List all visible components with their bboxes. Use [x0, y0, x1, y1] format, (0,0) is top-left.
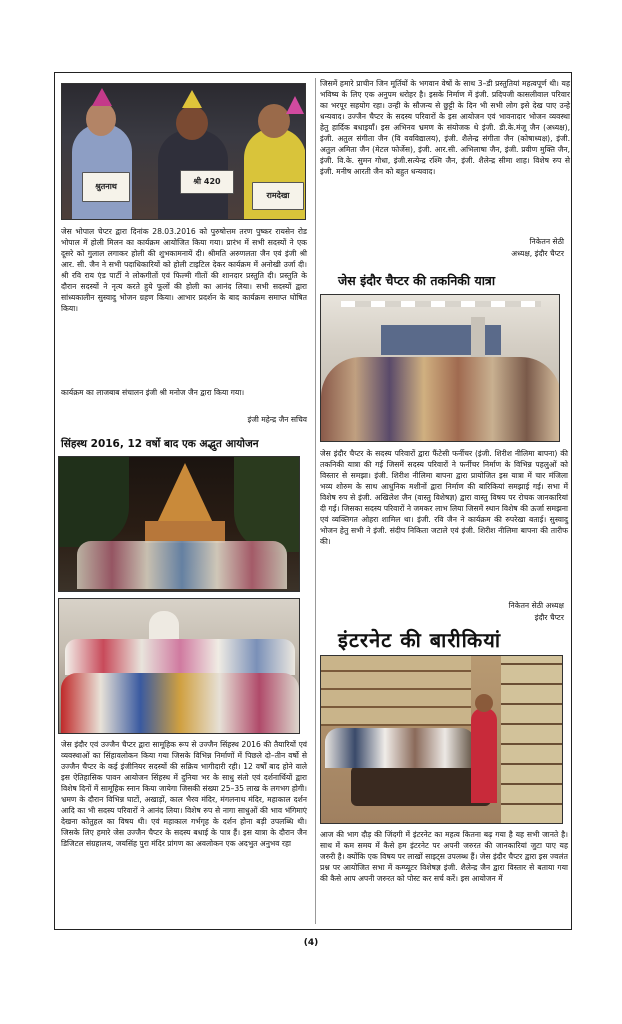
technical-signature-name: निकेतन सेठी अध्यक्ष — [508, 601, 564, 610]
continued-article-text: जिसमें हमारे प्राचीन जिन मूर्तियों के भगवान वेषों के साथ 3–डी प्रस्तुतियां महत्वपूर्ण थी। यह भविष्य के लिए एक अनुपम धरोहर है। इसके निर्माण में इंजी. प्रदिपजी कासलीवाल परिवार का भरपूर सहयोग रहा। उन्ही के सौजन्य से छुट्टी के दिन भी सभी लोग इसे देख पाए उन्हे धन्यवाद। उज्जैन चैप्टर के सदस्य परिवारों के इस आयोजन एवं भावनादार भोजन व्यवस्था हेतु हार्दिक बधाइयाँ। इस अभिनव भ्रमण के संयोजक थे इंजी. डी.के.मंजू जैन (अध्यक्ष), इंजी. अतुल संगीता जैन (वि ववविद्यालय), इंजी. शैलेन्द्र संगीता जैन (कोषाध्यक्ष), इंजी. अतुल अमिता जैन (मेटल फोर्जेस), इंजी. आर.सी. अभिलाषा जैन, इंजी. प्रवीण मुक्ति जैन, इंजी. वि.के. सुमन गोधा, इंजी.सत्येन्द्र रश्मि जैन, इंजी. शैलेन्द्र सीमा शाह। विशेष रुप से इंजी. मनीष आरती जैन को बहुत धन्यवाद। — [320, 79, 570, 176]
temple-shikhara — [157, 463, 213, 523]
bookshelf-right — [501, 656, 563, 824]
party-hat-left — [92, 88, 112, 106]
holi-photo — [61, 83, 306, 220]
technical-signature-title: इंदौर चैप्टर — [534, 613, 564, 622]
speaker — [471, 708, 497, 803]
column-divider — [315, 78, 316, 924]
ceiling-lights — [341, 301, 541, 307]
person-middle-head — [176, 106, 208, 140]
continued-signature-name: निकेतन सेठी — [529, 237, 564, 246]
tree-right — [234, 457, 300, 552]
party-hat-middle — [182, 90, 202, 108]
holi-plate-1: श्रुतनाथ — [82, 172, 130, 202]
meeting-table — [351, 766, 491, 806]
internet-library-photo — [320, 655, 563, 824]
speaker-head — [475, 694, 493, 712]
temple-base — [145, 521, 225, 543]
internet-article-text: आज की भाग दौड़ की जिंदगी में इंटरनेट का महत्व कितना बढ़ गया है यह सभी जानते है। साथ में कम समय में कैसे हम इंटरनेट पर अपनी जरुरत की जानकारियां जुटा पाए यह जरुरी है। क्योंकि एक विषय पर लाखों साइट्स उपलब्ध हैं। जेस इंदौर चैप्टर द्वारा इस ज्वलंत प्रश्न पर आयोजित सभा में कम्प्यूटर विशेषज्ञ इंजी. शैलेन्द्र जैन द्वारा विस्तार से बताया गया की कैसे आप अपनी जरुरत को पोस्ट कर सर्च करें। इस आयोजन में — [320, 830, 568, 883]
technical-article-text: जेस इंदौर चैप्टर के सदस्य परिवारों द्वारा फैंटेसी फर्नीचर (इंजी. शिरीश नीलिमा बापना) की तकनिकी यात्रा की गई जिसमें सदस्य परिवारों ने फर्नीचर निर्माण के विभिन्न पहलुओं को विस्तार से समझा। इंजी. शिरीश नीलिमा बापना द्वारा प्रायोजित इस यात्रा में चार मंजिला भव्य शोरुम के साथ आधुनिक मशीनों द्वारा निर्माण की बारिकियां समझाई गई। सभा में विशेष रुप से इंजी. अखिलेश जैन (वास्तु विशेषज्ञ) द्वारा वास्तु विषय पर रोचक जानकारियां दी गई। जिसका सदस्य परिवारों ने जमकर लाभ लिया जिसमें स्थान विशेष की ऊर्जा समझना एवं व्यक्तिगत ओहरा शामिल था। इंजी. रवि जैन ने कार्यक्रम की रुपरेखा बताई। सुस्वादु भोजन हेतु सभी ने इंजी. संदीप निकिता जटाले एवं इंजी. शिरीश नीलिमा बापना की तारीफ की। — [320, 449, 568, 546]
person-left-head — [86, 102, 116, 136]
group-crowd — [77, 541, 287, 589]
internet-heading: इंटरनेट की बारीकियां — [338, 628, 502, 652]
holi-plate-3: रामदेखा — [252, 182, 304, 210]
holi-article-text: जेस भोपाल चेप्टर द्वारा दिनांक 28.03.2016 को पुरुषोत्तम तरण पुष्कर रायसेन रोड भोपाल में होली मिलन का कार्यक्रम आयोजित किया गया। प्रारंभ में सभी सदस्यों ने एक दूसरे को गुलाल लगाकर होली की शुभकामनायें दी। श्रीमति अरुणलता जैन एवं इंजी श्री आर. सी. जैन ने सभी पदाधिकारियों को होली टाइटिल देकर कार्यक्रम में अनोखी उर्जा दी। श्री रवि राय एंड पार्टी ने लोकगीतों एवं फिल्मी गीतों की शानदार प्रस्तुति दी। प्रस्तुति के दौरान सदस्यों ने नृत्य करते हुये फूलों की होली का आनंद लिया। सभी सदस्यों द्वारा सांध्यकालीन सुस्वादु भोजन ग्रहण किया। आभार प्रदर्शन के बाद कार्यक्रम समाप्त घोषित किया। — [61, 227, 307, 313]
technical-hall-photo — [320, 294, 560, 442]
page-number: (4) — [303, 938, 319, 948]
simhastha-temple-photo — [58, 456, 300, 592]
seated-attendees — [325, 728, 475, 768]
technical-heading: जेस इंदौर चैप्टर की तकनिकी यात्रा — [338, 273, 496, 288]
group-back-row — [65, 639, 295, 675]
holi-article-credit: कार्यक्रम का लाजबाब संचालन इंजी श्री मनोज जैन द्वारा किया गया। — [61, 388, 245, 397]
bookshelf-left — [321, 656, 471, 726]
audience — [321, 357, 560, 442]
holi-plate-2: श्री 420 — [180, 170, 234, 194]
simhastha-article-text: जेस इंदौर एवं उज्जैन चैप्टर द्वारा सामूहिक रूप से उज्जैन सिंहस्थ 2016 की तैयारियों एवं व्यवस्थाओं का सिंहावलोकन किया गया जिसके विभिन्न निर्माणों में पिछले दो–तीन वर्षो से उज्जैन चैप्टर के कई इंजीनियर सदस्यों की सक्रिय भागीदारी रही। 12 वर्षों बाद होने वाले इस ऐतिहासिक पावन आयोजन सिंहस्थ में दुनिया भर के साधु संतो एवं दर्शनार्थियों द्वारा विशेष दिनों में सामूहिक स्नान किया जायेगा जिसकी संख्या 25–35 लाख के लगभग होगी। भ्रमण के दौरान विभिन्न घाटों, अखाड़ों, काल भैरव मंदिर, मंगलनाथ मंदिर, महाकाल दर्शन आदि का भी सदस्य परिवारों ने आनंद लिया। विशेष रुप से नागा साधुओं की भाव भंगिमाएं देखना कोतुहल का विषय थी। एवं महाकाल गर्भगृह के दर्शन होना बड़ी उपलब्धि थी। जिसके लिए हमारे जेस उज्जैन चैप्टर के सदस्य बधाई के पात्र हैं। इस यात्रा के दौरान जैन डिजिटल संग्रहालय, जयसिंह पुरा मंदिर प्रांगण का अवलोकन एक अदभुत अनुभव रहा — [61, 740, 307, 848]
simhastha-heading: सिंहस्थ 2016, 12 वर्षो बाद एक अद्भुत आयोजन — [61, 438, 259, 450]
continued-signature-title: अध्यक्ष, इंदौर चैप्टर — [511, 249, 564, 258]
holi-article-author: इंजी महेन्द्र जैन सचिव — [247, 415, 307, 424]
simhastha-group-photo — [58, 598, 300, 734]
tree-left — [59, 457, 129, 547]
party-hat-right — [286, 96, 304, 114]
group-front-row — [61, 673, 299, 734]
